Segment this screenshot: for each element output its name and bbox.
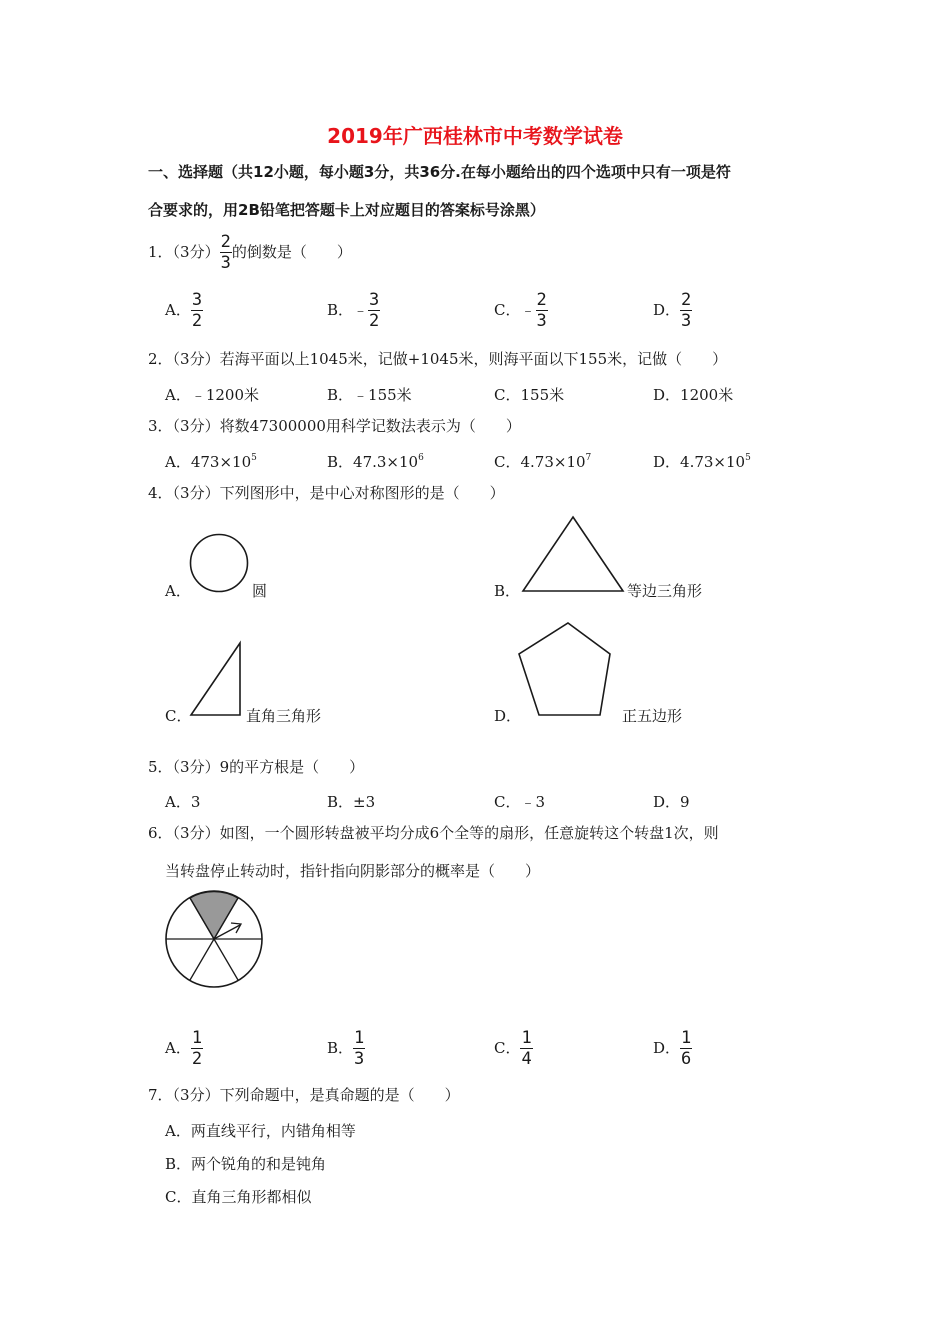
q4-option-b-label[interactable]: B． (494, 582, 521, 600)
option-label: B．47.3×10 (327, 453, 419, 471)
option-label: D． (653, 1039, 681, 1057)
fraction-numerator: 1 (521, 1028, 532, 1048)
question-1-prefix: 1．（3分） (148, 243, 220, 261)
q6-option-c[interactable] (494, 1030, 533, 1068)
option-label: A． (165, 1039, 191, 1057)
option-label: D．4.73×10 (653, 453, 746, 471)
fraction-numerator: 3 (191, 290, 203, 310)
regular-pentagon-figure (514, 620, 614, 718)
option-fraction (191, 292, 203, 330)
q2-option-c[interactable]: C．155米 (494, 386, 565, 404)
option-label: C． (494, 1039, 521, 1057)
option-fraction (368, 292, 380, 330)
question-6-line2: 当转盘停止转动时，指针指向阴影部分的概率是（ ） (165, 862, 541, 880)
q4-option-c-label[interactable]: C． (165, 707, 192, 725)
q2-option-d[interactable]: D．1200米 (653, 386, 734, 404)
q3-option-d[interactable] (653, 451, 751, 472)
question-3: 3．（3分）将数47300000用科学记数法表示为（ ） (148, 417, 521, 435)
q5-option-b[interactable]: B．±3 (327, 793, 376, 811)
q4-option-b-caption: 等边三角形 (627, 582, 703, 600)
question-7: 7．（3分）下列命题中，是真命题的是（ ） (148, 1086, 460, 1104)
question-6-line1: 6．（3分）如图，一个圆形转盘被平均分成6个全等的扇形，任意旋转这个转盘1次，则 (148, 824, 719, 842)
question-4: 4．（3分）下列图形中，是中心对称图形的是（ ） (148, 484, 505, 502)
fraction-numerator: 1 (191, 1028, 203, 1048)
q3-option-a[interactable] (165, 451, 257, 472)
option-sign: ﹣ (353, 301, 369, 319)
circle-shape (191, 535, 248, 592)
question-1-fraction (220, 234, 232, 272)
q6-option-a[interactable] (165, 1030, 203, 1068)
option-fraction (191, 1030, 203, 1068)
q4-option-a-label[interactable]: A． (165, 582, 191, 600)
q4-option-c-caption: 直角三角形 (246, 707, 322, 725)
q1-option-b[interactable] (327, 292, 380, 330)
fraction-numerator: 3 (369, 290, 380, 310)
q7-option-c[interactable]: C．直角三角形都相似 (165, 1188, 312, 1206)
pointer-arrow-icon (231, 923, 241, 933)
fraction-numerator: 2 (536, 290, 547, 310)
fraction-denominator: 6 (681, 1049, 692, 1069)
equilateral-triangle-figure (520, 514, 626, 594)
fraction-denominator: 4 (521, 1049, 532, 1069)
option-label: A．473×10 (165, 453, 252, 471)
question-1-suffix: 的倒数是（ ） (231, 243, 352, 261)
option-fraction (680, 1030, 692, 1068)
fraction-denominator: 2 (369, 311, 380, 331)
fraction-denominator: 3 (354, 1049, 365, 1069)
option-exponent: 5 (745, 453, 751, 463)
fraction-denominator: 3 (536, 311, 547, 331)
shaded-sector (190, 892, 238, 939)
option-exponent: 6 (418, 453, 424, 463)
option-sign: ﹣ (520, 301, 536, 319)
fraction-denominator: 3 (220, 253, 231, 273)
right-triangle-figure (188, 640, 244, 718)
q7-option-a[interactable]: A．两直线平行，内错角相等 (165, 1122, 356, 1140)
q2-option-b[interactable]: B．﹣155米 (327, 386, 412, 404)
question-5: 5．（3分）9的平方根是（ ） (148, 758, 365, 776)
q4-option-a-caption: 圆 (252, 582, 268, 600)
q4-option-d-caption: 正五边形 (622, 707, 683, 725)
option-label: C． (494, 301, 521, 319)
q5-option-c[interactable]: C．﹣3 (494, 793, 546, 811)
fraction-denominator: 2 (191, 1049, 203, 1069)
q2-option-a[interactable]: A．﹣1200米 (165, 386, 260, 404)
q1-option-a[interactable] (165, 292, 203, 330)
option-label: C．4.73×10 (494, 453, 586, 471)
question-2: 2．（3分）若海平面以上1045米，记做+1045米，则海平面以下155米，记做（ ） (148, 350, 728, 368)
spinner-wheel-figure (162, 890, 266, 990)
question-1 (148, 234, 352, 272)
fraction-numerator: 1 (354, 1028, 365, 1048)
option-fraction (536, 292, 548, 330)
triangle-shape (523, 517, 623, 591)
q7-option-b[interactable]: B．两个锐角的和是钝角 (165, 1155, 327, 1173)
q5-option-a[interactable]: A．3 (165, 793, 201, 811)
fraction-numerator: 2 (220, 232, 231, 252)
option-label: B． (327, 301, 354, 319)
option-label: B． (327, 1039, 354, 1057)
option-fraction (353, 1030, 365, 1068)
right-triangle-shape (191, 643, 240, 715)
section-heading-line2: 合要求的，用2B铅笔把答题卡上对应题目的答案标号涂黑） (148, 201, 545, 219)
q3-option-b[interactable] (327, 451, 424, 472)
option-exponent: 7 (585, 453, 592, 463)
fraction-denominator: 3 (681, 311, 692, 331)
option-fraction (680, 292, 692, 330)
fraction-denominator: 2 (191, 311, 203, 331)
option-fraction (520, 1030, 532, 1068)
q3-option-c[interactable] (494, 451, 591, 472)
q1-option-c[interactable] (494, 292, 548, 330)
q6-option-d[interactable] (653, 1030, 692, 1068)
q4-option-d-label[interactable]: D． (494, 707, 522, 725)
section-heading-line1: 一、选择题（共12小题，每小题3分，共36分.在每小题给出的四个选项中只有一项是符 (148, 163, 731, 181)
fraction-numerator: 2 (681, 290, 692, 310)
option-label: D． (653, 301, 681, 319)
option-label: A． (165, 301, 191, 319)
circle-figure (188, 532, 250, 594)
pentagon-shape (519, 623, 610, 715)
fraction-numerator: 1 (681, 1028, 692, 1048)
q5-option-d[interactable]: D．9 (653, 793, 690, 811)
option-exponent: 5 (251, 453, 257, 463)
q1-option-d[interactable] (653, 292, 692, 330)
page-title: 2019年广西桂林市中考数学试卷 (327, 124, 623, 148)
q6-option-b[interactable] (327, 1030, 365, 1068)
